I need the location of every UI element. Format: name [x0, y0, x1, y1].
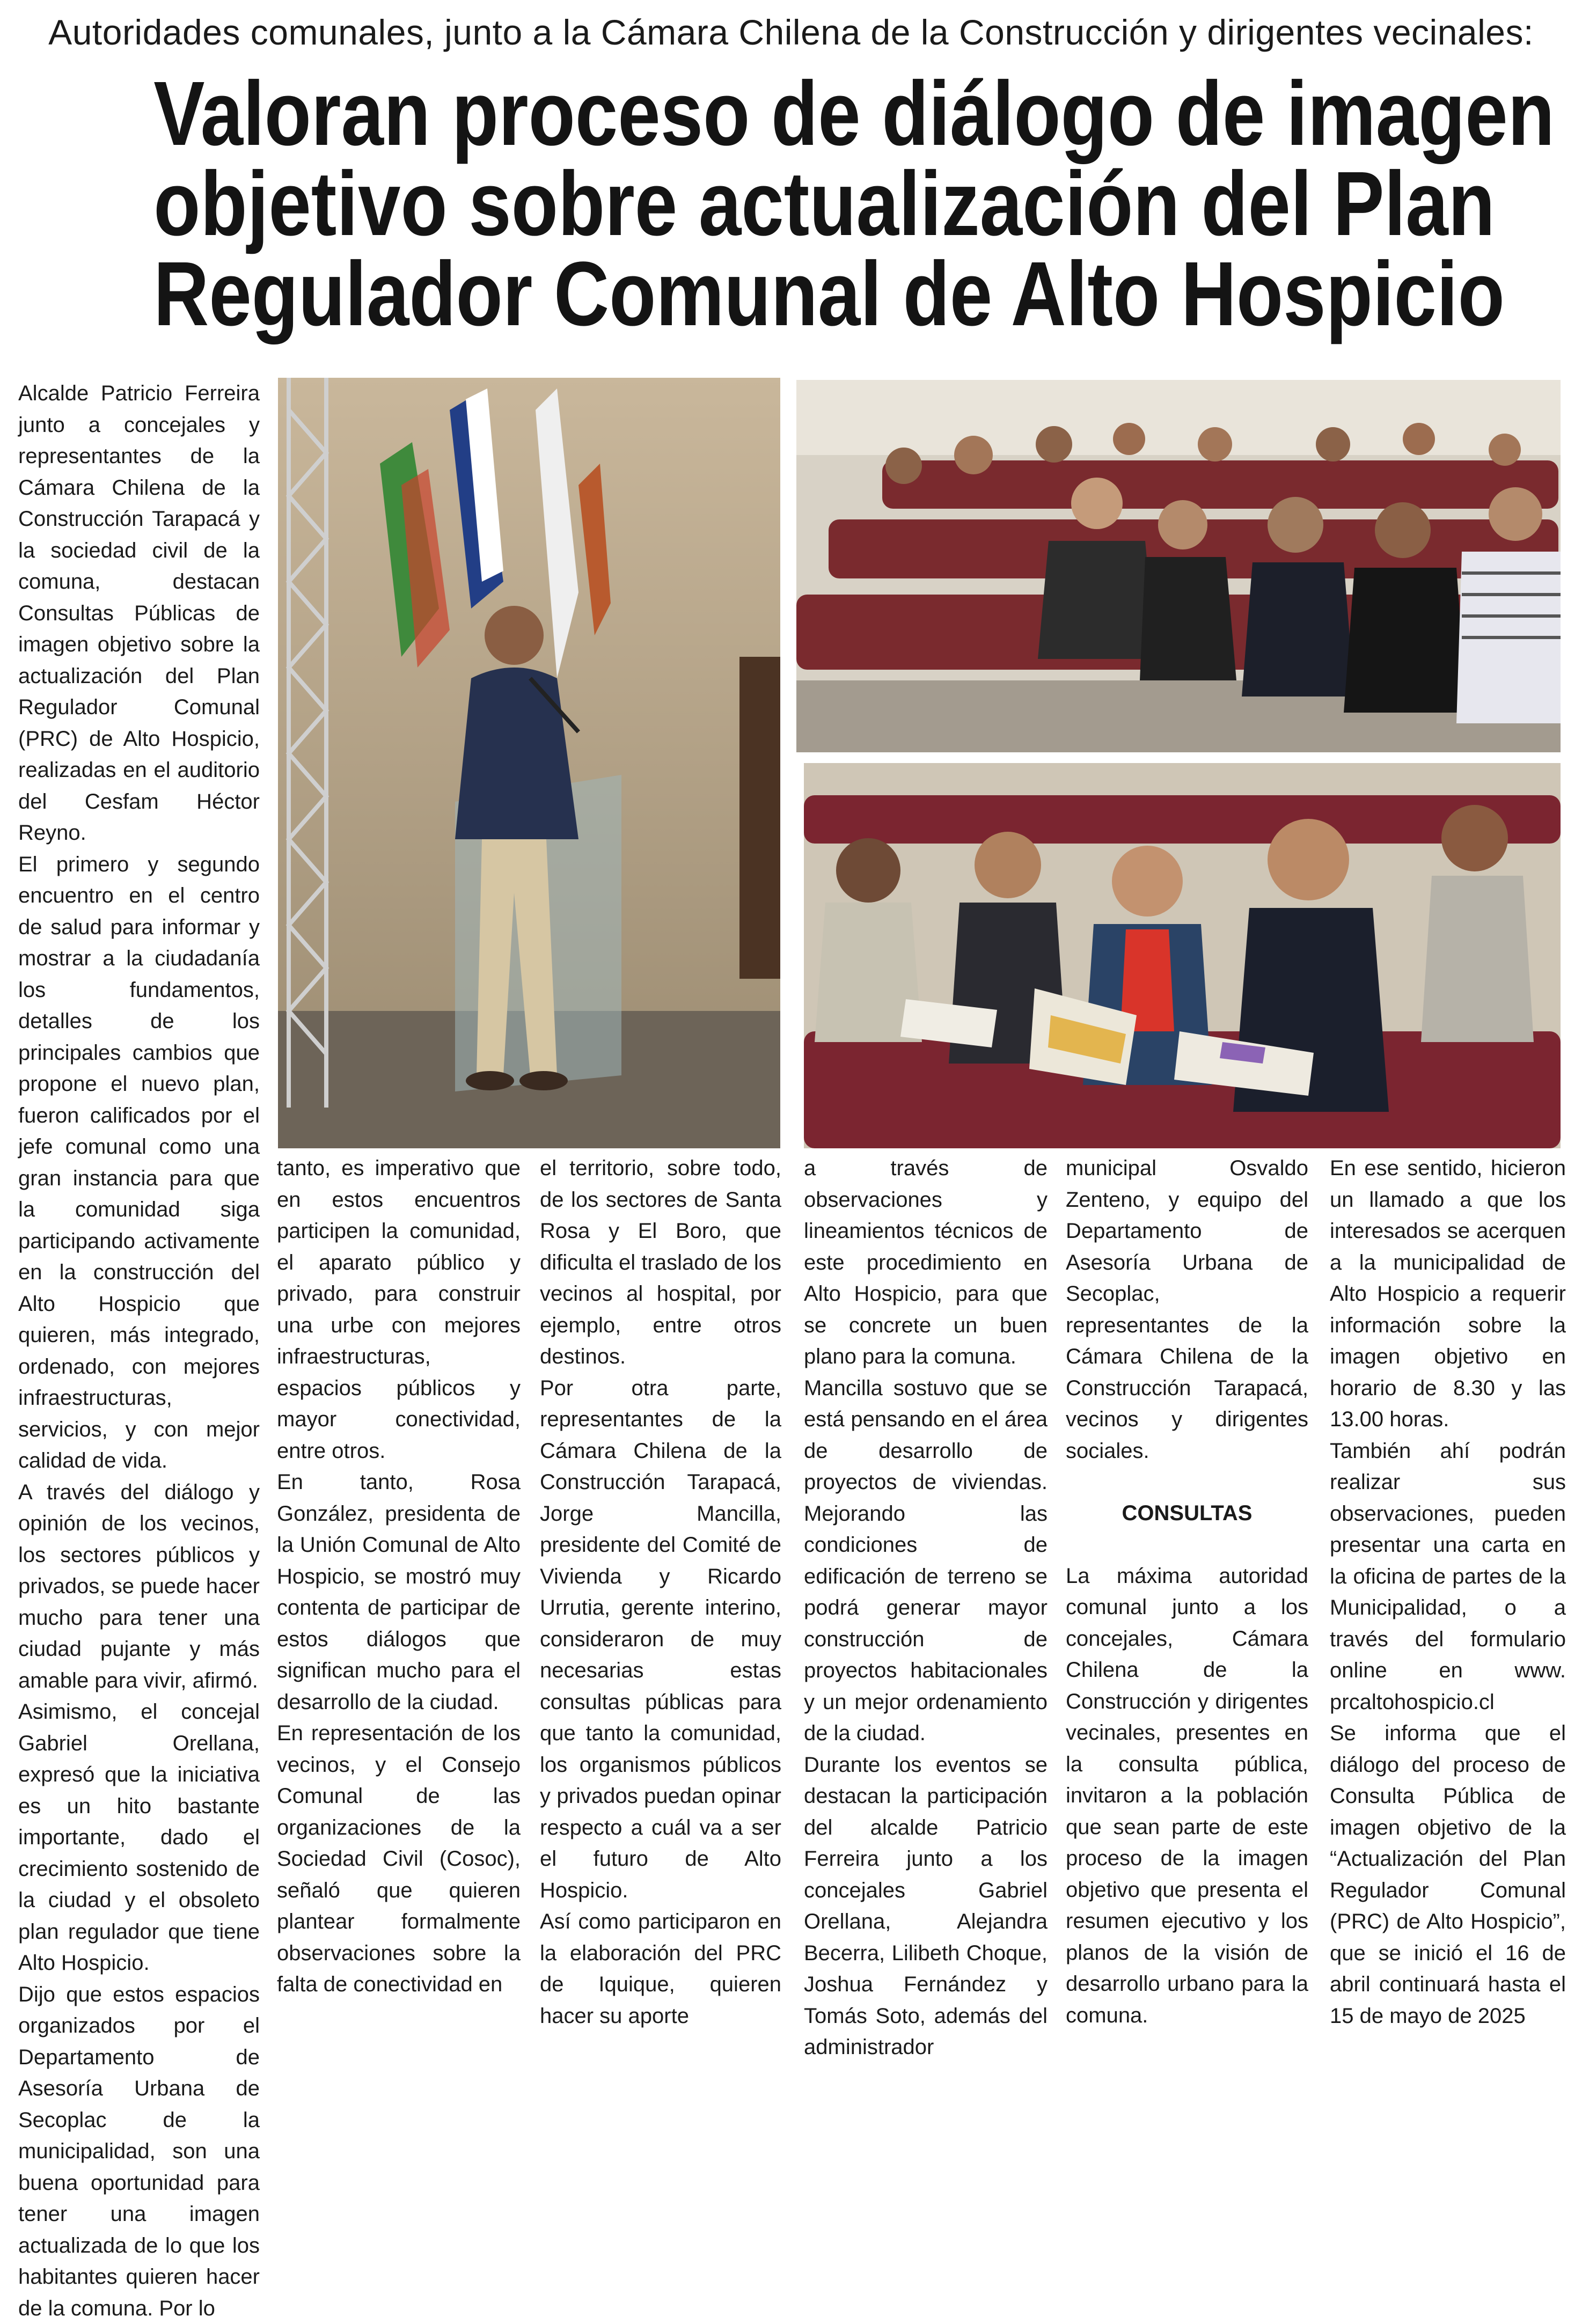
- headline-line: Regulador Comunal de Alto Hospicio: [153, 249, 1429, 339]
- paragraph: En ese sentido, hicieron un llamado a que los interesados se acerquen a la municipalidad de Alto Hospicio a requerir información sobre la imagen objetivo en horario de 8.30 y las 13.00 horas.: [1330, 1153, 1566, 1435]
- paragraph: Se informa que el diálogo del proceso de Consulta Pública de imagen objetivo de la “Actualización del Plan Regulador Comunal (PRC) de Alto Hospicio”, que se inició el 16 de abril continuará hasta el 15 de mayo de 2025: [1330, 1718, 1566, 2032]
- paragraph: el territorio, sobre todo, de los sectores de Santa Rosa y El Boro, que dificulta el traslado de los vecinos al hospital, por ejemplo, entre otros destinos.: [540, 1153, 781, 1373]
- column-6: [1330, 1153, 1566, 2032]
- paragraph: La máxima autoridad comunal junto a los concejales, Cámara Chilena de la Construcción y dirigentes vecinales, presentes en la consulta pública, invitaron a la población que sean parte de este proceso de la imagen objetivo que presenta el resumen ejecutivo y los planos de la visión de desarrollo urbano para la comuna.: [1066, 1560, 1308, 2032]
- column-4: [804, 1153, 1048, 2063]
- paragraph: Así como participaron en la elaboración del PRC de Iquique, quieren hacer su aporte: [540, 1906, 781, 2032]
- paragraph: Dijo que estos espacios organizados por el Departamento de Asesoría Urbana de Secoplac de la municipalidad, son una buena oportunidad para tener una imagen actualizada de lo que los habitantes quieren hacer de la comuna. Por lo: [18, 1979, 260, 2324]
- paragraph: El primero y segundo encuentro en el centro de salud para informar y mostrar a la ciudadanía los fundamentos, detalles de los principales cambios que propone el nuevo plan, fueron calificados por el jefe comunal como una gran instancia para que la comunidad siga participando activamente en la construcción del Alto Hospicio que quieren, más integrado, ordenado, con mejores infraestructuras, servicios, y con mejor calidad de vida.: [18, 849, 260, 1477]
- paragraph: También ahí podrán realizar sus observaciones, pueden presentar una carta en la oficina de partes de la Municipalidad, o a través del formulario online en www. prcaltohospicio.cl: [1330, 1435, 1566, 1718]
- column-1: [18, 378, 260, 2324]
- paragraph: A través del diálogo y opinión de los vecinos, los sectores públicos y privados, se puede hacer mucho para tener una ciudad pujante y más amable para vivir, afirmó.: [18, 1477, 260, 1697]
- paragraph: En representación de los vecinos, y el Consejo Comunal de las organizaciones de la Sociedad Civil (Cosoc), señaló que quieren plantear formalmente observaciones sobre la falta de conectividad en: [277, 1718, 521, 2000]
- paragraph: Por otra parte, representantes de la Cámara Chilena de la Construcción Tarapacá, Jorge Mancilla, presidente del Comité de Vivienda y Ricardo Urrutia, gerente interino, consideraron de muy necesarias estas consultas públicas para que tanto la comunidad, los organismos públicos y privados puedan opinar respecto a cuál va a ser el futuro de Alto Hospicio.: [540, 1373, 781, 1907]
- headline-line: objetivo sobre actualización del Plan: [153, 159, 1429, 249]
- paragraph: Alcalde Patricio Ferreira junto a concejales y representantes de la Cámara Chilena de la Construcción Tarapacá y la sociedad civil de la comuna, destacan Consultas Públicas de imagen objetivo sobre la actualización del Plan Regulador Comunal (PRC) de Alto Hospicio, realizadas en el auditorio del Cesfam Héctor Reyno.: [18, 378, 260, 849]
- paragraph: municipal Osvaldo Zenteno, y equipo del Departamento de Asesoría Urbana de Secoplac, representantes de la Cámara Chilena de la Construcción Tarapacá, vecinos y dirigentes sociales.: [1066, 1153, 1308, 1467]
- paragraph: Mancilla sostuvo que se está pensando en el área de desarrollo de proyectos de viviendas. Mejorando las condiciones de edificación de terreno se podrá generar mayor construcción de proyectos habitacionales y un mejor ordenamiento de la ciudad.: [804, 1373, 1048, 1749]
- column-3: [540, 1153, 781, 2032]
- photo-speaker-at-podium: [278, 378, 780, 1148]
- headline-line: Valoran proceso de diálogo de imagen: [153, 69, 1429, 159]
- photo-audience-seated: [796, 380, 1561, 752]
- photo-women-reading-plans: [804, 763, 1561, 1148]
- section-subhead: CONSULTAS: [1066, 1498, 1308, 1529]
- paragraph: En tanto, Rosa González, presidenta de la Unión Comunal de Alto Hospicio, se mostró muy contenta de participar de estos diálogos que significan mucho para el desarrollo de la ciudad.: [277, 1467, 521, 1718]
- paragraph: tanto, es imperativo que en estos encuentros participen la comunidad, el aparato público y privado, para construir una urbe con mejores infraestructuras, espacios públicos y mayor conectividad, entre otros.: [277, 1153, 521, 1467]
- paragraph: Durante los eventos se destacan la participación del alcalde Patricio Ferreira junto a los concejales Gabriel Orellana, Alejandra Becerra, Lilibeth Choque, Joshua Fernández y Tomás Soto, además del administrador: [804, 1749, 1048, 2063]
- headline: [153, 69, 1429, 339]
- column-5: [1066, 1153, 1308, 2031]
- kicker: Autoridades comunales, junto a la Cámara Chilena de la Construcción y dirigentes vecinales:: [0, 12, 1582, 53]
- paragraph: a través de observaciones y lineamientos técnicos de este procedimiento en Alto Hospicio, para que se concrete un buen plano para la comuna.: [804, 1153, 1048, 1373]
- column-2: [277, 1153, 521, 2000]
- paragraph: Asimismo, el concejal Gabriel Orellana, expresó que la iniciativa es un hito bastante importante, dado el crecimiento sostenido de la ciudad y el obsoleto plan regulador que tiene Alto Hospicio.: [18, 1696, 260, 1979]
